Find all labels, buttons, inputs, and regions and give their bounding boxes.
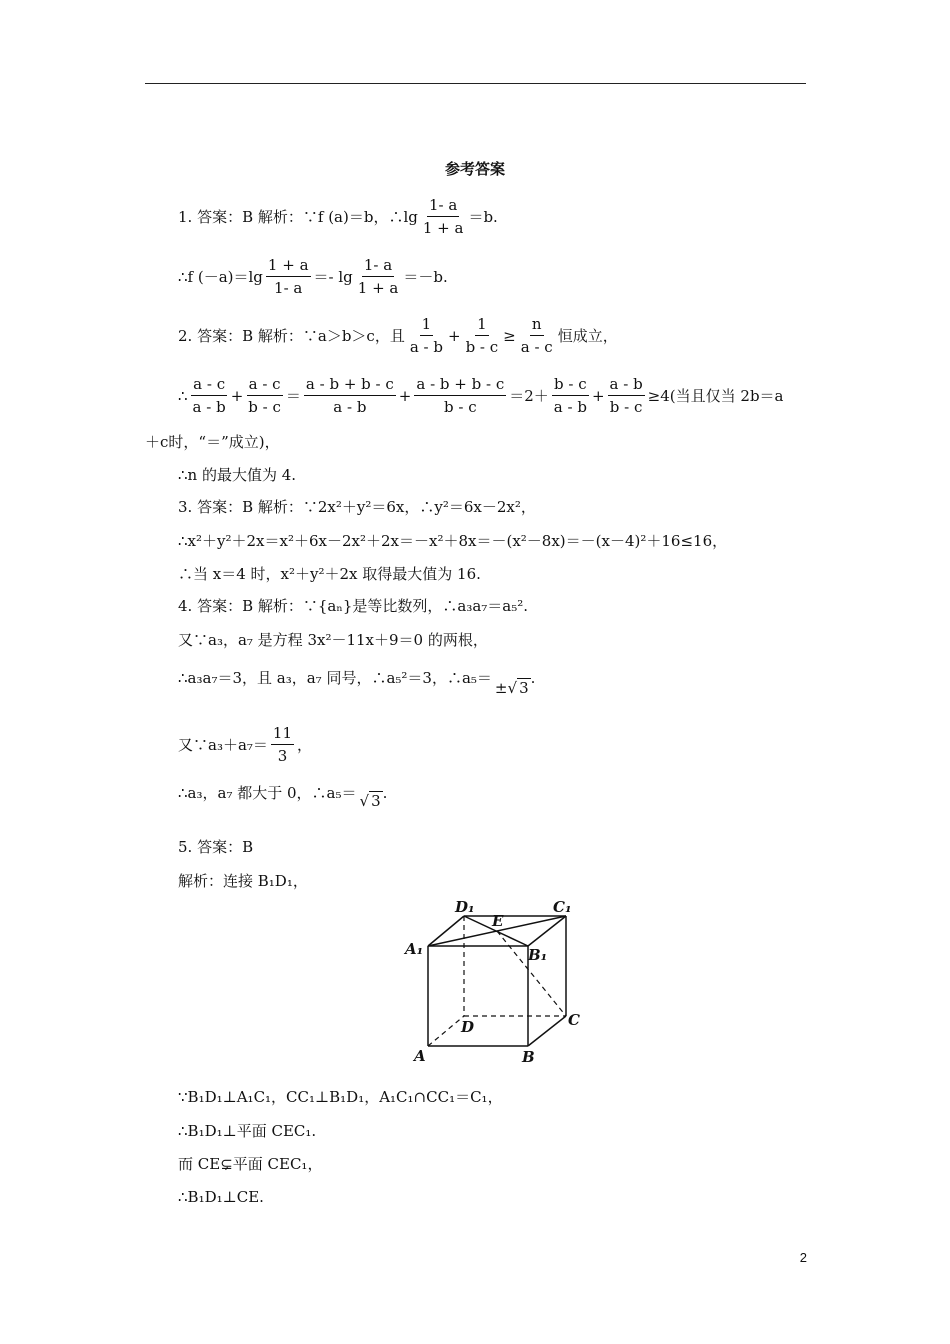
label-a: A	[414, 1047, 426, 1065]
q2-line2: ∴ $\frac{a - c}{a - b}$ + $\frac{a - c}{b - c}$ ＝ $\frac{a - b + b - c}{a - b}$ + $\frac{a - b + b - c}{b - c}$ ＝2＋ $\frac{b - c}{a - b}$ + $\frac{a - b}{b - c}$ ≥4(当且仅当 2b＝a	[178, 375, 784, 416]
fraction: $\frac{1- a}{1 + a}$	[357, 256, 399, 297]
q1-line1: 1. 答案：B 解析：∵f (a)＝b，∴lg $\frac{1- a}{1 + a}$ ＝b.	[178, 196, 498, 237]
fraction: $\frac{11}{3}$	[272, 724, 293, 765]
q4-line1: 4. 答案：B 解析：∵{aₙ}是等比数列，∴a₃a₇＝a₅².	[178, 597, 529, 615]
fraction: $\frac{a - b + b - c}{b - c}$	[416, 375, 505, 416]
label-d: D	[461, 1018, 475, 1036]
label-c1: C₁	[553, 898, 572, 916]
label-b1: B₁	[528, 946, 548, 964]
fraction: $\frac{1- a}{1 + a}$	[422, 196, 464, 237]
fraction: $\frac{1}{b - c}$	[465, 315, 499, 356]
q5-line6: ∴B₁D₁⊥CE.	[178, 1188, 264, 1206]
q3-line2: ∴x²＋y²＋2x＝x²＋6x－2x²＋2x＝－x²＋8x＝－(x²－8x)＝－(x－4)²＋16≤16，	[178, 532, 728, 550]
sqrt-expression: ±√ 3	[494, 679, 529, 697]
q3-line1: 3. 答案：B 解析：∵2x²＋y²＝6x，∴y²＝6x－2x²，	[178, 498, 536, 516]
fraction: $\frac{a - b}{b - c}$	[609, 375, 643, 416]
label-b: B	[522, 1048, 535, 1066]
q5-line5: 而 CE⊊平面 CEC₁，	[178, 1155, 323, 1173]
header-rule	[145, 83, 806, 84]
fraction: $\frac{1 + a}{1- a}$	[267, 256, 309, 297]
label-d1: D₁	[455, 898, 475, 916]
q5-line2: 解析：连接 B₁D₁，	[178, 872, 308, 890]
label-c: C	[568, 1011, 580, 1029]
cube-figure	[400, 896, 590, 1068]
fraction: $\frac{a - c}{b - c}$	[248, 375, 281, 416]
q1-line2: ∴f (－a)＝lg $\frac{1 + a}{1- a}$ ＝- lg $\frac{1- a}{1 + a}$ ＝－b.	[178, 256, 448, 297]
sqrt-expression: √ 3	[359, 792, 381, 810]
q2-line3: ＋c时，“＝”成立)，	[145, 433, 280, 451]
q5-line1: 5. 答案：B	[178, 838, 254, 856]
page-title: 参考答案	[444, 160, 505, 178]
fraction: $\frac{a - c}{a - b}$	[192, 375, 226, 416]
page-number: 2	[799, 1250, 807, 1265]
q5-line4: ∴B₁D₁⊥平面 CEC₁.	[178, 1122, 317, 1140]
label-e: E	[492, 912, 504, 930]
q2-line1: 2. 答案：B 解析：∵a＞b＞c，且 $\frac{1}{a - b}$ + $\frac{1}{b - c}$ ≥ $\frac{n}{a - c}$ 恒成立，	[178, 315, 618, 356]
q4-line2: 又∵a₃，a₇ 是方程 3x²－11x＋9＝0 的两根，	[178, 631, 488, 649]
fraction: $\frac{a - b + b - c}{a - b}$	[305, 375, 394, 416]
label-a1: A₁	[405, 940, 424, 958]
fraction: $\frac{n}{a - c}$	[520, 315, 553, 356]
q4-line4: 又∵a₃＋a₇＝ $\frac{11}{3}$ ，	[178, 724, 313, 765]
fraction: $\frac{1}{a - b}$	[409, 315, 443, 356]
q4-line3: ∴a₃a₇＝3，且 a₃，a₇ 同号，∴a₅²＝3，∴a₅＝ ±√ 3 .	[178, 669, 536, 697]
fraction: $\frac{b - c}{a - b}$	[553, 375, 587, 416]
q3-line3: ∴当 x＝4 时，x²＋y²＋2x 取得最大值为 16.	[178, 565, 481, 583]
q5-line3: ∵B₁D₁⊥A₁C₁，CC₁⊥B₁D₁，A₁C₁∩CC₁＝C₁，	[178, 1088, 503, 1106]
q4-line5: ∴a₃，a₇ 都大于 0，∴a₅＝ √ 3 .	[178, 784, 388, 810]
q2-line4: ∴n 的最大值为 4.	[178, 466, 297, 484]
